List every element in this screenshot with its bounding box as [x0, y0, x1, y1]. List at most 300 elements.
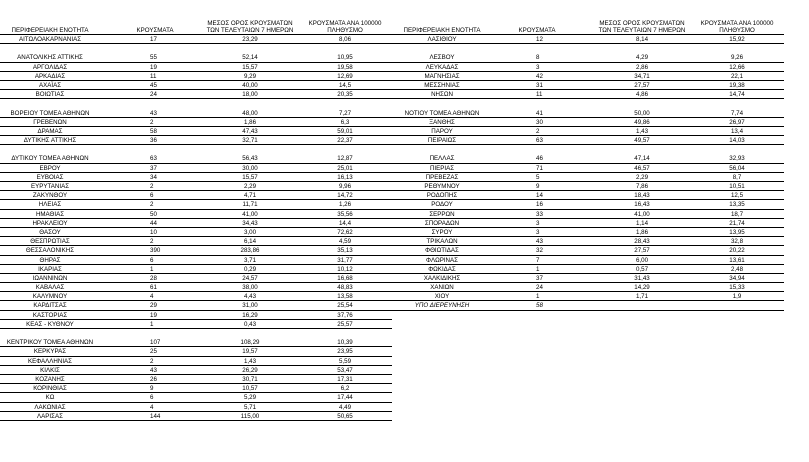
- avg7-cell: 32,71: [242, 137, 258, 145]
- per100k-cell: 4,59: [338, 238, 352, 246]
- table-spacer-row: [0, 44, 392, 53]
- table-row: [0, 228, 392, 237]
- region-cell: ΧΑΝΙΩΝ: [430, 284, 454, 292]
- cases-cell: 31: [536, 81, 543, 89]
- avg7-cell: 27,57: [634, 81, 650, 89]
- per100k-cell: 31,77: [337, 256, 353, 264]
- region-cell: ΙΩΑΝΝΙΝΩΝ: [32, 274, 68, 282]
- avg7-cell: 49,57: [634, 137, 650, 145]
- per100k-cell: 1,26: [338, 201, 352, 209]
- table-row: [0, 292, 392, 301]
- avg7-cell: 2,29: [635, 173, 649, 181]
- table-spacer-row: [0, 99, 392, 108]
- per100k-cell: 34,94: [729, 274, 745, 282]
- avg7-cell: 1,43: [243, 357, 257, 365]
- cases-cell: 71: [536, 164, 543, 172]
- table-row: [392, 191, 784, 200]
- cases-cell: 11: [536, 91, 543, 99]
- region-cell: ΝΟΤΙΟΥ ΤΟΜΕΑ ΑΘΗΝΩΝ: [404, 109, 480, 117]
- region-cell: ΔΥΤΙΚΗΣ ΑΤΤΙΚΗΣ: [23, 137, 77, 145]
- per100k-cell: 14,72: [337, 192, 353, 200]
- cases-cell: 32: [536, 247, 543, 255]
- region-cell: ΡΟΔΟΥ: [431, 201, 453, 209]
- table-row: [392, 182, 784, 191]
- table-spacer-row: [0, 145, 392, 154]
- avg7-cell: 18,43: [634, 192, 650, 200]
- per100k-cell: 13,95: [729, 228, 745, 236]
- table-row: [0, 403, 392, 412]
- region-cell: ΓΡΕΒΕΝΩΝ: [33, 118, 67, 126]
- cases-cell: 2: [150, 118, 154, 126]
- table-row: [392, 154, 784, 163]
- per100k-cell: 2,48: [730, 265, 744, 273]
- avg7-cell: 0,57: [635, 265, 649, 273]
- cases-cell: 107: [150, 339, 161, 347]
- region-cell: ΕΥΡΥΤΑΝΙΑΣ: [30, 183, 70, 190]
- cases-cell: 6: [150, 192, 154, 200]
- per100k-cell: 8,06: [338, 36, 352, 43]
- avg7-cell: 15,57: [242, 173, 258, 181]
- table-row: [392, 274, 784, 283]
- table-row: [392, 173, 784, 182]
- table-row: [392, 109, 784, 118]
- avg7-cell: 5,71: [243, 403, 257, 411]
- avg7-cell: 27,57: [634, 247, 650, 255]
- cases-cell: 17: [150, 36, 157, 43]
- region-cell: ΚΕΡΚΥΡΑΣ: [33, 348, 67, 356]
- table-row: [0, 347, 392, 356]
- per100k-cell: 10,12: [337, 265, 353, 273]
- region-cell: ΗΡΑΚΛΕΙΟΥ: [32, 219, 68, 227]
- region-cell: ΚΙΛΚΙΣ: [40, 366, 60, 374]
- per100k-cell: 9,96: [338, 183, 352, 190]
- region-cell: ΣΥΡΟΥ: [431, 228, 453, 236]
- per100k-cell: 8,7: [732, 173, 742, 181]
- table-row: [0, 53, 392, 62]
- per100k-cell: 22,1: [730, 72, 744, 80]
- avg7-cell: 34,43: [242, 219, 258, 227]
- per100k-cell: 14,03: [729, 137, 745, 145]
- cases-cell: 3: [536, 219, 540, 227]
- table-row: [392, 301, 784, 310]
- per100k-cell: 35,56: [337, 210, 353, 218]
- per100k-cell: 15,92: [729, 36, 745, 43]
- per100k-cell: 13,4: [730, 127, 744, 135]
- per100k-cell: 14,74: [729, 91, 745, 99]
- per100k-cell: 12,66: [729, 63, 745, 71]
- per100k-cell: 10,51: [729, 183, 745, 190]
- region-cell: ΑΙΤΩΛΟΑΚΑΡΝΑΝΙΑΣ: [18, 36, 82, 43]
- cases-cell: 3: [536, 63, 540, 71]
- region-cell: ΜΑΓΝΗΣΙΑΣ: [424, 72, 460, 80]
- table-row: [0, 127, 392, 136]
- cases-cell: 37: [150, 164, 157, 172]
- table-row: [392, 90, 784, 99]
- region-cell: ΚΑΣΤΟΡΙΑΣ: [32, 311, 68, 319]
- avg7-cell: 1,86: [243, 118, 257, 126]
- table-row: [392, 246, 784, 255]
- cases-cell: 4: [150, 403, 154, 411]
- cases-cell: 43: [536, 238, 543, 246]
- region-cell: ΚΑΛΥΜΝΟΥ: [32, 293, 68, 301]
- table-row: [0, 81, 392, 90]
- region-cell: ΚΕΦΑΛΛΗΝΙΑΣ: [27, 357, 72, 365]
- table-row: [0, 375, 392, 384]
- per100k-cell: 17,31: [337, 375, 353, 383]
- table-row: [392, 292, 784, 301]
- region-cell: ΚΟΖΑΝΗΣ: [35, 375, 65, 383]
- region-cell: ΠΕΛΛΑΣ: [429, 155, 455, 163]
- region-cell: ΑΝΑΤΟΛΙΚΗΣ ΑΤΤΙΚΗΣ: [17, 54, 83, 62]
- region-cell: ΘΕΣΣΑΛΟΝΙΚΗΣ: [25, 247, 75, 255]
- cases-cell: 55: [150, 54, 157, 62]
- region-cell: ΡΕΘΥΜΝΟΥ: [424, 183, 460, 190]
- per100k-cell: 5,59: [338, 357, 352, 365]
- row-rule: [0, 420, 392, 421]
- cases-cell: 10: [150, 228, 157, 236]
- table-row: [0, 237, 392, 246]
- per100k-cell: 26,97: [729, 118, 745, 126]
- table-row: [0, 109, 392, 118]
- avg7-cell: 19,57: [242, 348, 258, 356]
- per100k-cell: 25,01: [337, 164, 353, 172]
- avg7-cell: 8,14: [635, 36, 649, 43]
- cases-cell: 11: [150, 72, 157, 80]
- avg7-cell: 52,14: [242, 54, 258, 62]
- table-row: [0, 393, 392, 402]
- table-row: [0, 35, 392, 44]
- avg7-cell: 2,86: [635, 63, 649, 71]
- per100k-cell: 14,5: [338, 81, 352, 89]
- table-row: [392, 265, 784, 274]
- header-avg7: ΜΕΣΟΣ ΟΡΟΣ ΚΡΟΥΣΜΑΤΩΝ ΤΩΝ ΤΕΛΕΥΤΑΙΩΝ 7 ΗΜΕΡΩΝ: [206, 20, 294, 34]
- avg7-cell: 26,29: [242, 366, 258, 374]
- table-header: [392, 14, 784, 35]
- table-row: [392, 200, 784, 209]
- region-cell: ΧΙΟΥ: [434, 293, 450, 301]
- table-row: [0, 311, 392, 320]
- cases-cell: 46: [536, 155, 543, 163]
- avg7-cell: 50,00: [634, 109, 650, 117]
- avg7-cell: 5,29: [243, 394, 257, 402]
- region-cell: ΦΘΙΩΤΙΔΑΣ: [425, 247, 459, 255]
- table-row: [0, 210, 392, 219]
- table-row: [392, 283, 784, 292]
- table-row: [392, 53, 784, 62]
- cases-cell: 61: [150, 284, 157, 292]
- avg7-cell: 16,29: [242, 311, 258, 319]
- avg7-cell: 2,29: [243, 183, 257, 190]
- region-cell: ΔΥΤΙΚΟΥ ΤΟΜΕΑ ΑΘΗΝΩΝ: [11, 155, 89, 163]
- table-row: [0, 301, 392, 310]
- region-cell: ΗΛΕΙΑΣ: [38, 201, 62, 209]
- per100k-cell: 25,54: [337, 302, 353, 310]
- cases-cell: 6: [150, 394, 154, 402]
- avg7-cell: 40,00: [242, 81, 258, 89]
- avg7-cell: 0,43: [243, 320, 257, 328]
- avg7-cell: 14,29: [634, 284, 650, 292]
- region-cell: ΚΑΡΔΙΤΣΑΣ: [33, 302, 67, 310]
- table-spacer-row: [392, 145, 784, 154]
- per100k-cell: 16,13: [337, 173, 353, 181]
- avg7-cell: 23,29: [242, 36, 258, 43]
- region-cell: ΦΛΩΡΙΝΑΣ: [426, 256, 458, 264]
- avg7-cell: 6,14: [243, 238, 257, 246]
- per100k-cell: 17,44: [337, 394, 353, 402]
- header-per100k: ΚΡΟΥΣΜΑΤΑ ΑΝΑ 100000 ΠΛΗΘΥΣΜΟ: [308, 20, 382, 34]
- table-body: [392, 35, 784, 311]
- avg7-cell: 31,43: [634, 274, 650, 282]
- table-spacer-row: [0, 329, 392, 338]
- per100k-cell: 6,3: [340, 118, 350, 126]
- table-row: [0, 90, 392, 99]
- per100k-cell: 16,68: [337, 274, 353, 282]
- cases-cell: 29: [150, 302, 157, 310]
- cases-cell: 44: [150, 219, 157, 227]
- per100k-cell: 32,8: [730, 238, 744, 246]
- table-row: [0, 154, 392, 163]
- avg7-cell: 11,71: [242, 201, 258, 209]
- per100k-cell: 13,35: [729, 201, 745, 209]
- avg7-cell: 41,00: [242, 210, 258, 218]
- cases-cell: 144: [150, 412, 161, 420]
- per100k-cell: 7,27: [338, 109, 352, 117]
- region-cell: ΠΑΡΟΥ: [431, 127, 453, 135]
- cases-cell: 6: [150, 256, 154, 264]
- region-cell: ΗΜΑΘΙΑΣ: [35, 210, 65, 218]
- per100k-cell: 37,76: [337, 311, 353, 319]
- region-cell: ΚΑΒΑΛΑΣ: [35, 284, 65, 292]
- per100k-cell: 25,57: [337, 320, 353, 328]
- region-cell: ΠΙΕΡΙΑΣ: [429, 164, 455, 172]
- region-cell: ΣΠΟΡΑΔΩΝ: [424, 219, 460, 227]
- table-row: [392, 35, 784, 44]
- header-region: ΠΕΡΙΦΕΡΕΙΑΚΗ ΕΝΟΤΗΤΑ: [11, 27, 89, 34]
- table-row: [0, 320, 392, 329]
- per100k-cell: 35,13: [337, 247, 353, 255]
- region-cell: ΘΗΡΑΣ: [39, 256, 61, 264]
- region-cell: ΒΟΙΩΤΙΑΣ: [35, 91, 65, 99]
- region-cell: ΘΑΣΟΥ: [39, 228, 61, 236]
- table-row: [0, 412, 392, 421]
- avg7-cell: 6,00: [635, 256, 649, 264]
- avg7-cell: 49,86: [634, 118, 650, 126]
- header-avg7: ΜΕΣΟΣ ΟΡΟΣ ΚΡΟΥΣΜΑΤΩΝ ΤΩΝ ΤΕΛΕΥΤΑΙΩΝ 7 ΗΜΕΡΩΝ: [598, 20, 686, 34]
- cases-cell: 9: [536, 183, 540, 190]
- cases-cell: 4: [150, 293, 154, 301]
- table-row: [0, 357, 392, 366]
- region-cell: ΛΕΣΒΟΥ: [429, 54, 455, 62]
- per100k-cell: 20,35: [337, 91, 353, 99]
- per100k-cell: 32,93: [729, 155, 745, 163]
- per100k-cell: 50,65: [337, 412, 353, 420]
- per100k-cell: 72,62: [337, 228, 353, 236]
- region-cell: ΦΩΚΙΔΑΣ: [428, 265, 456, 273]
- avg7-cell: 4,43: [243, 293, 257, 301]
- table-row: [0, 274, 392, 283]
- cases-cell: 36: [150, 137, 157, 145]
- avg7-cell: 18,00: [242, 91, 258, 99]
- avg7-cell: 108,29: [240, 339, 260, 347]
- table-row: [0, 265, 392, 274]
- region-cell: ΡΟΔΟΠΗΣ: [426, 192, 458, 200]
- row-rule: [392, 310, 784, 311]
- region-cell: ΛΕΥΚΑΔΑΣ: [425, 63, 459, 71]
- table-spacer-row: [392, 99, 784, 108]
- table-row: [0, 182, 392, 191]
- cases-cell: 2: [150, 183, 154, 190]
- region-cell: ΚΩ: [45, 394, 55, 402]
- per100k-cell: 6,2: [340, 385, 350, 393]
- avg7-cell: 3,00: [243, 228, 257, 236]
- region-cell: ΒΟΡΕΙΟΥ ΤΟΜΕΑ ΑΘΗΝΩΝ: [10, 109, 90, 117]
- cases-cell: 12: [536, 36, 543, 43]
- region-cell: ΖΑΚΥΝΘΟΥ: [32, 192, 68, 200]
- cases-cell: 16: [536, 201, 543, 209]
- per100k-cell: 13,58: [337, 293, 353, 301]
- per100k-cell: 13,61: [729, 256, 745, 264]
- per100k-cell: 7,74: [730, 109, 744, 117]
- per100k-cell: 19,38: [729, 81, 745, 89]
- region-cell: ΕΒΡΟΥ: [39, 164, 61, 172]
- cases-cell: 1: [536, 265, 540, 273]
- cases-cell: 24: [536, 284, 543, 292]
- region-cell: ΧΑΛΚΙΔΙΚΗΣ: [423, 274, 461, 282]
- right-cases-table: [392, 14, 784, 311]
- cases-cell: 3: [536, 228, 540, 236]
- table-row: [0, 338, 392, 347]
- table-row: [0, 136, 392, 145]
- avg7-cell: 4,86: [635, 91, 649, 99]
- avg7-cell: 56,43: [242, 155, 258, 163]
- region-cell: ΥΠΟ ΔΙΕΡΕΥΝΗΣΗ: [414, 302, 470, 310]
- per100k-cell: 23,95: [337, 348, 353, 356]
- avg7-cell: 1,86: [635, 228, 649, 236]
- table-row: [0, 256, 392, 265]
- table-row: [392, 228, 784, 237]
- per100k-cell: 1,9: [732, 293, 742, 301]
- cases-cell: 1: [150, 265, 154, 273]
- cases-cell: 43: [150, 366, 157, 374]
- header-per100k: ΚΡΟΥΣΜΑΤΑ ΑΝΑ 100000 ΠΛΗΘΥΣΜΟ: [700, 20, 774, 34]
- cases-cell: 8: [536, 54, 540, 62]
- table-row: [0, 63, 392, 72]
- region-cell: ΕΥΒΟΙΑΣ: [36, 173, 64, 181]
- cases-cell: 28: [150, 274, 157, 282]
- region-cell: ΑΧΑΪΑΣ: [38, 81, 62, 89]
- table-row: [0, 173, 392, 182]
- region-cell: ΛΑΣΙΘΙΟΥ: [427, 36, 457, 43]
- region-cell: ΜΕΣΣΗΝΙΑΣ: [424, 81, 460, 89]
- cases-cell: 42: [536, 72, 543, 80]
- per100k-cell: 56,04: [729, 164, 745, 172]
- avg7-cell: 47,14: [634, 155, 650, 163]
- avg7-cell: 1,71: [635, 293, 649, 301]
- per100k-cell: 12,5: [730, 192, 744, 200]
- region-cell: ΝΗΣΩΝ: [431, 91, 453, 99]
- header-cases: ΚΡΟΥΣΜΑΤΑ: [518, 27, 556, 34]
- per100k-cell: 12,69: [337, 72, 353, 80]
- per100k-cell: 53,47: [337, 366, 353, 374]
- cases-cell: 14: [536, 192, 543, 200]
- region-cell: ΑΡΓΟΛΙΔΑΣ: [32, 63, 68, 71]
- cases-cell: 2: [150, 357, 154, 365]
- per100k-cell: 19,58: [337, 63, 353, 71]
- table-row: [392, 210, 784, 219]
- region-cell: ΠΕΙΡΑΙΩΣ: [427, 137, 457, 145]
- cases-cell: 2: [150, 201, 154, 209]
- avg7-cell: 46,57: [634, 164, 650, 172]
- region-cell: ΚΟΡΙΝΘΙΑΣ: [33, 385, 67, 393]
- region-cell: ΚΕΝΤΡΙΚΟΥ ΤΟΜΕΑ ΑΘΗΝΩΝ: [6, 339, 94, 347]
- cases-cell: 19: [150, 311, 157, 319]
- table-row: [392, 256, 784, 265]
- avg7-cell: 4,71: [243, 192, 257, 200]
- region-cell: ΚΕΑΣ - ΚΥΘΝΟΥ: [26, 320, 74, 328]
- cases-cell: 34: [150, 173, 157, 181]
- avg7-cell: 1,14: [635, 219, 649, 227]
- avg7-cell: 4,29: [635, 54, 649, 62]
- per100k-cell: 18,7: [730, 210, 744, 218]
- avg7-cell: 38,00: [242, 284, 258, 292]
- avg7-cell: 41,00: [634, 210, 650, 218]
- cases-cell: 26: [150, 375, 157, 383]
- table-row: [0, 200, 392, 209]
- table-header: [0, 14, 392, 35]
- table-row: [392, 136, 784, 145]
- per100k-cell: 10,95: [337, 54, 353, 62]
- per100k-cell: 21,74: [729, 219, 745, 227]
- per100k-cell: 48,83: [337, 284, 353, 292]
- cases-cell: 33: [536, 210, 543, 218]
- per100k-cell: 20,22: [729, 247, 745, 255]
- avg7-cell: 7,86: [635, 183, 649, 190]
- cases-cell: 5: [536, 173, 540, 181]
- region-cell: ΛΑΚΩΝΙΑΣ: [34, 403, 66, 411]
- table-spacer-row: [392, 44, 784, 53]
- table-row: [392, 63, 784, 72]
- table-row: [0, 164, 392, 173]
- table-row: [392, 164, 784, 173]
- per100k-cell: 59,01: [337, 127, 353, 135]
- region-cell: ΙΚΑΡΙΑΣ: [38, 265, 62, 273]
- table-row: [0, 118, 392, 127]
- cases-cell: 58: [150, 127, 157, 135]
- avg7-cell: 48,00: [242, 109, 258, 117]
- cases-cell: 63: [536, 137, 543, 145]
- table-row: [0, 283, 392, 292]
- cases-cell: 24: [150, 91, 157, 99]
- per100k-cell: 4,49: [338, 403, 352, 411]
- table-row: [0, 72, 392, 81]
- table-row: [0, 191, 392, 200]
- table-row: [0, 384, 392, 393]
- cases-cell: 19: [150, 63, 157, 71]
- table-row: [392, 72, 784, 81]
- cases-cell: 50: [150, 210, 157, 218]
- cases-cell: 390: [150, 247, 161, 255]
- avg7-cell: 115,00: [240, 412, 260, 420]
- per100k-cell: 12,87: [337, 155, 353, 163]
- per100k-cell: 15,33: [729, 284, 745, 292]
- avg7-cell: 24,57: [242, 274, 258, 282]
- table-row: [0, 219, 392, 228]
- cases-cell: 63: [150, 155, 157, 163]
- region-cell: ΞΑΝΘΗΣ: [429, 118, 455, 126]
- avg7-cell: 28,43: [634, 238, 650, 246]
- cases-cell: 37: [536, 274, 543, 282]
- avg7-cell: 9,29: [243, 72, 257, 80]
